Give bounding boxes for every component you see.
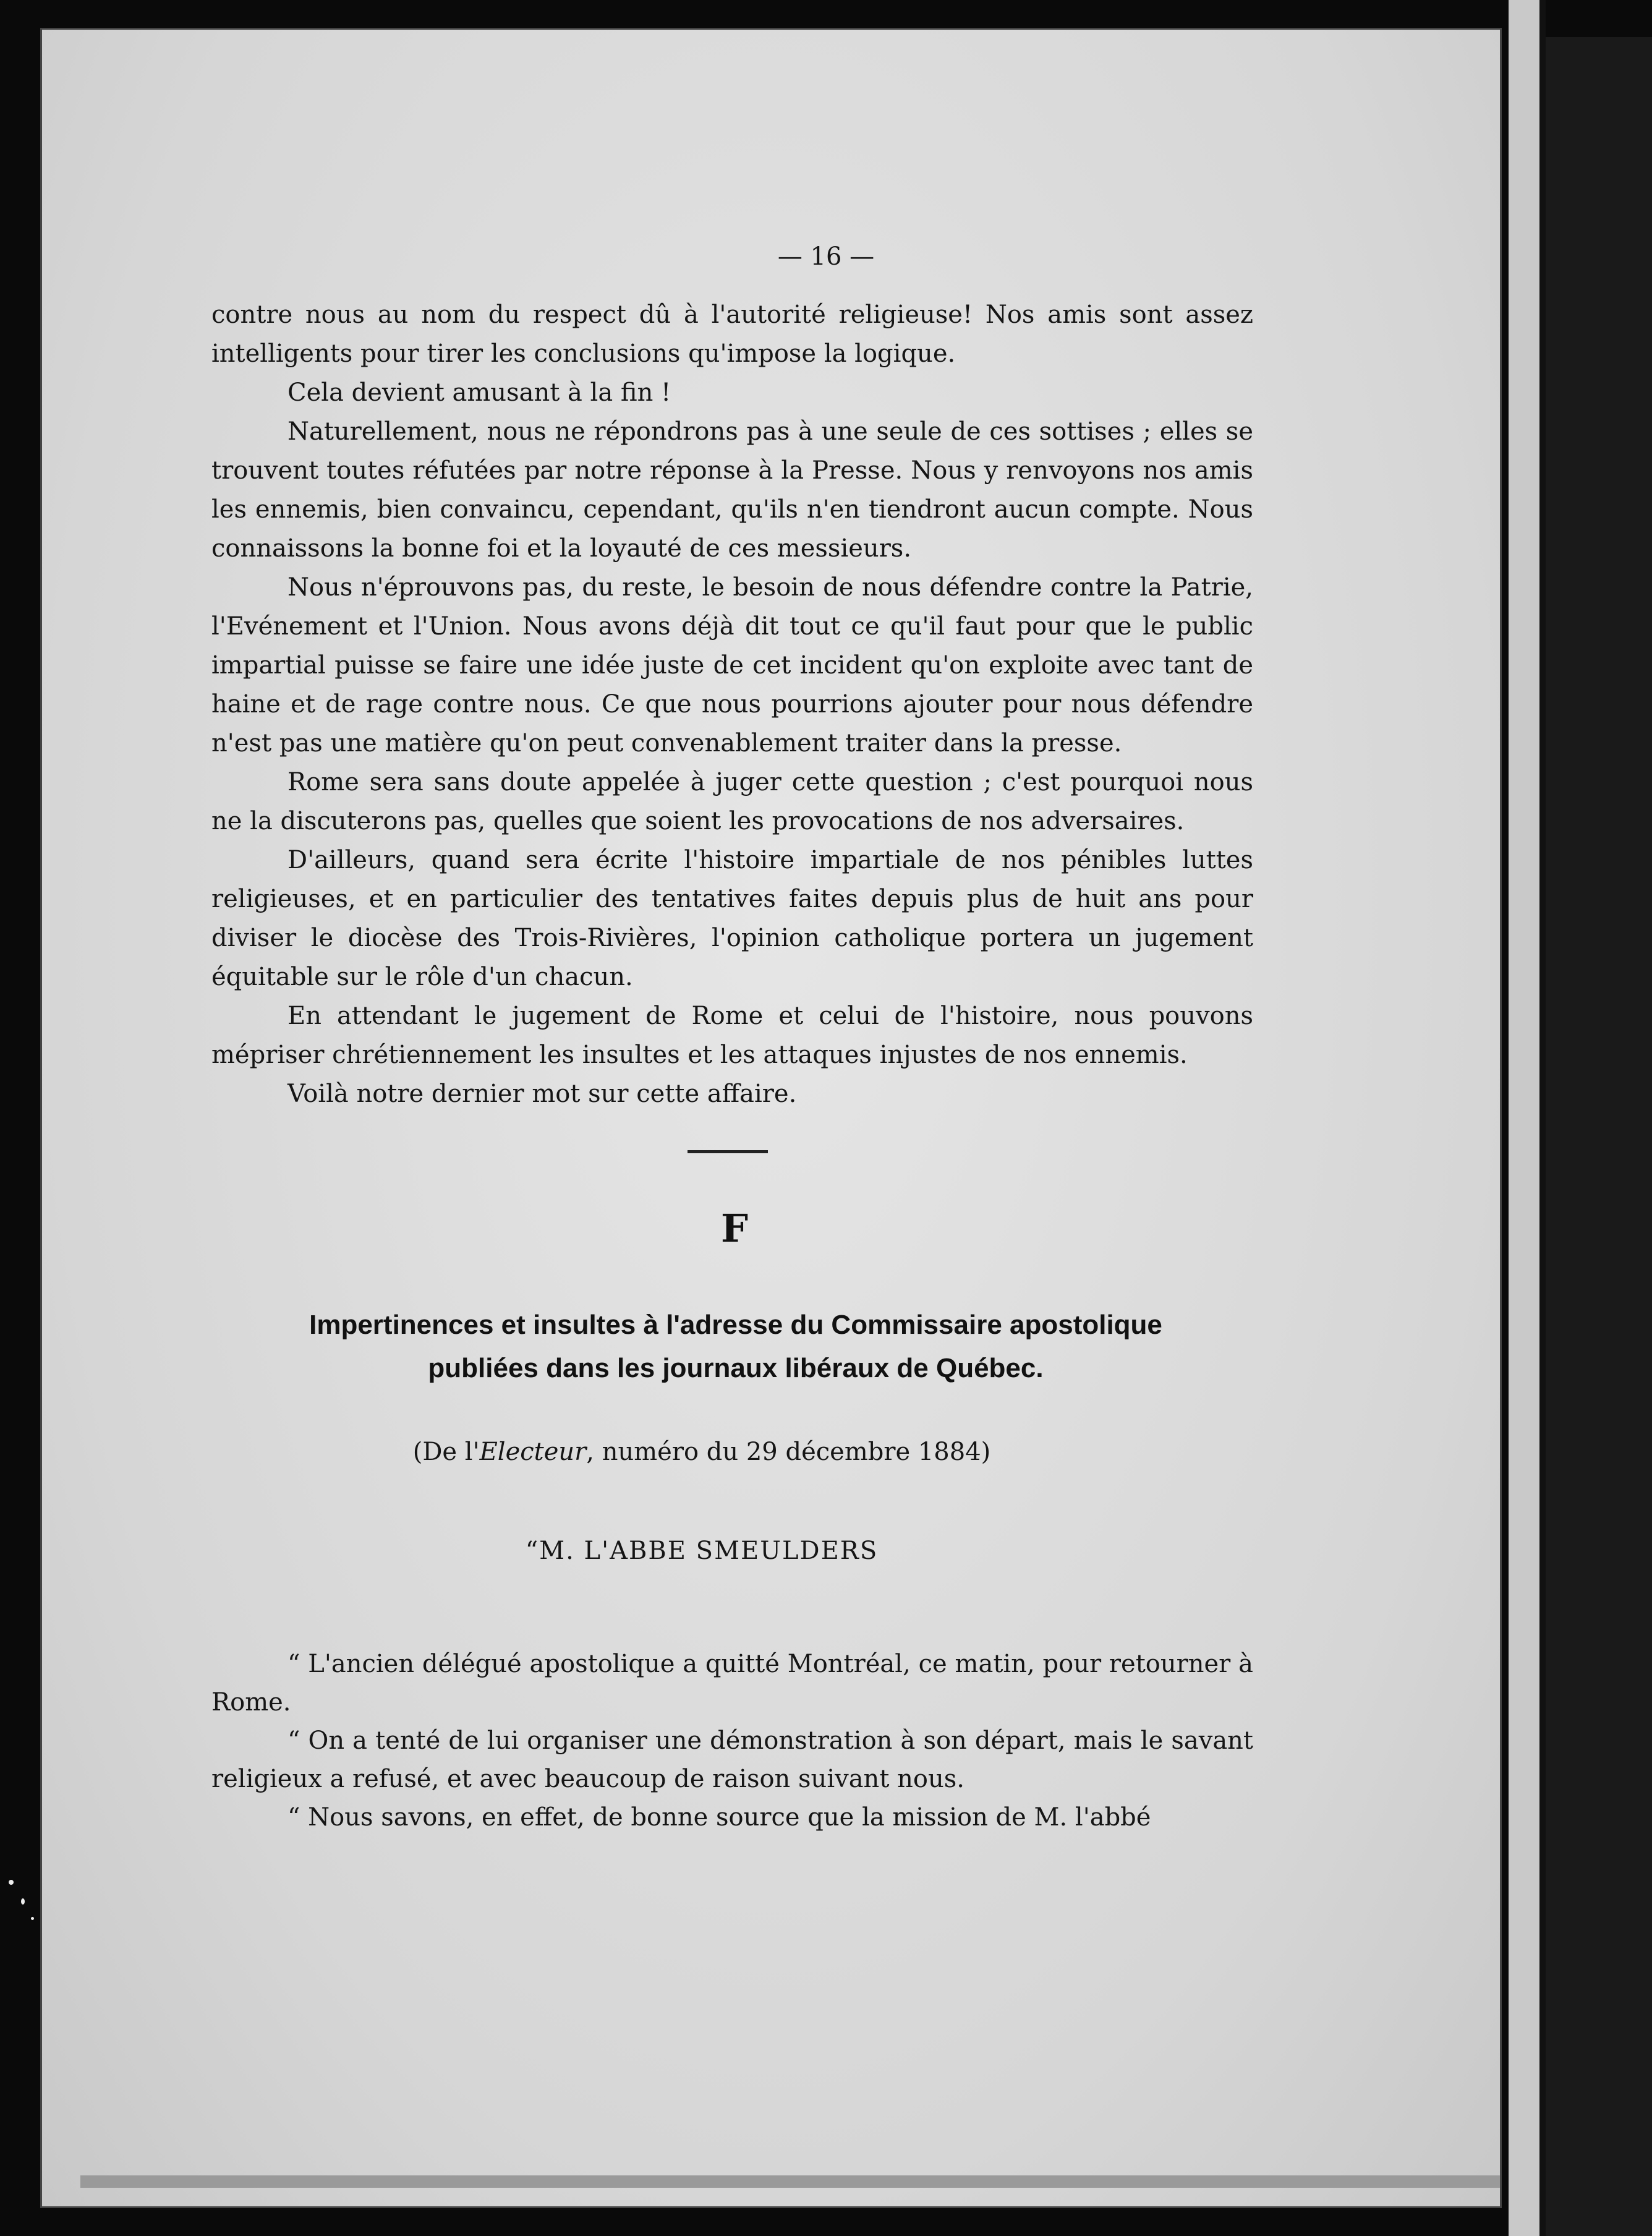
paragraph: Cela devient amusant à la fin ! xyxy=(287,378,671,407)
paragraph: En attendant le jugement de Rome et celui de l'histoire, nous pouvons mépriser chrétiennement les insultes et les attaques injustes de nos ennemis. xyxy=(211,1002,1253,1069)
quote-paragraph: “ Nous savons, en effet, de bonne source que la mission de M. l'abbé xyxy=(287,1803,1151,1832)
page-bottom-edge xyxy=(80,2175,1500,2188)
paragraph: Nous n'éprouvons pas, du reste, le besoin de nous défendre contre la Patrie, l'Evénement et l'Union. Nous avons déjà dit tout ce qu'il faut pour que le public impartial puisse se faire une idée juste de cet incident qu'on exploite avec tant de haine et de rage contre nous. Ce que nous pourrions ajouter pour nous défendre n'est pas une matière qu'on peut convenablement traiter dans la presse. xyxy=(211,573,1253,757)
section-letter: F xyxy=(720,1206,751,1251)
dust-speck xyxy=(21,1898,25,1905)
paragraph: Rome sera sans doute appelée à juger cette question ; c'est pourquoi nous ne la discuterons pas, quelles que soient les provocations de nos adversaires. xyxy=(211,768,1253,835)
paragraph: D'ailleurs, quand sera écrite l'histoire impartiale de nos pénibles luttes religieuses, et en particulier des tentatives faites depuis plus de huit ans pour diviser le diocèse des Trois-Rivières, l'opinion catholique portera un jugement équitable sur le rôle d'un chacun. xyxy=(211,846,1253,991)
body-text xyxy=(211,296,1253,1114)
heading-line: Impertinences et insultes à l'adresse du Commissaire apostolique xyxy=(309,1310,1162,1340)
article-title: “M. L'ABBE SMEULDERS xyxy=(525,1537,879,1565)
page-number: — 16 — xyxy=(777,242,875,271)
dust-speck xyxy=(31,1917,34,1920)
quote-paragraph: “ L'ancien délégué apostolique a quitté Montréal, ce matin, pour retourner à Rome. xyxy=(211,1650,1253,1717)
source-citation xyxy=(0,1438,1403,1466)
quote-paragraph: “ On a tenté de lui organiser une démonstration à son départ, mais le savant religieux a refusé, et avec beaucoup de raison suivant nous. xyxy=(211,1726,1253,1793)
section-divider xyxy=(688,1150,768,1153)
quoted-article-text xyxy=(211,1645,1253,1837)
adjacent-page-edge xyxy=(1509,0,1543,2236)
binding-shadow xyxy=(1539,0,1546,2236)
source-prefix: (De l' xyxy=(412,1438,480,1466)
paragraph: Naturellement, nous ne répondrons pas à une seule de ces sottises ; elles se trouvent toutes réfutées par notre réponse à la Presse. Nous y renvoyons nos amis les ennemis, bien convaincu, cependant, qu'ils n'en tiendront aucun compte. Nous connaissons la bonne foi et la loyauté de ces messieurs. xyxy=(211,417,1253,563)
section-heading xyxy=(235,1304,1237,1390)
paragraph: Voilà notre dernier mot sur cette affaire. xyxy=(287,1080,797,1108)
source-journal: Electeur xyxy=(479,1438,587,1466)
paragraph: contre nous au nom du respect dû à l'autorité religieuse! Nos amis sont assez intelligents pour tirer les conclusions qu'impose la logique. xyxy=(211,301,1253,368)
dust-speck xyxy=(9,1880,14,1885)
heading-line: publiées dans les journaux libéraux de Québec. xyxy=(428,1353,1044,1383)
source-suffix: , numéro du 29 décembre 1884) xyxy=(586,1438,991,1466)
background-dark xyxy=(1546,37,1652,2236)
